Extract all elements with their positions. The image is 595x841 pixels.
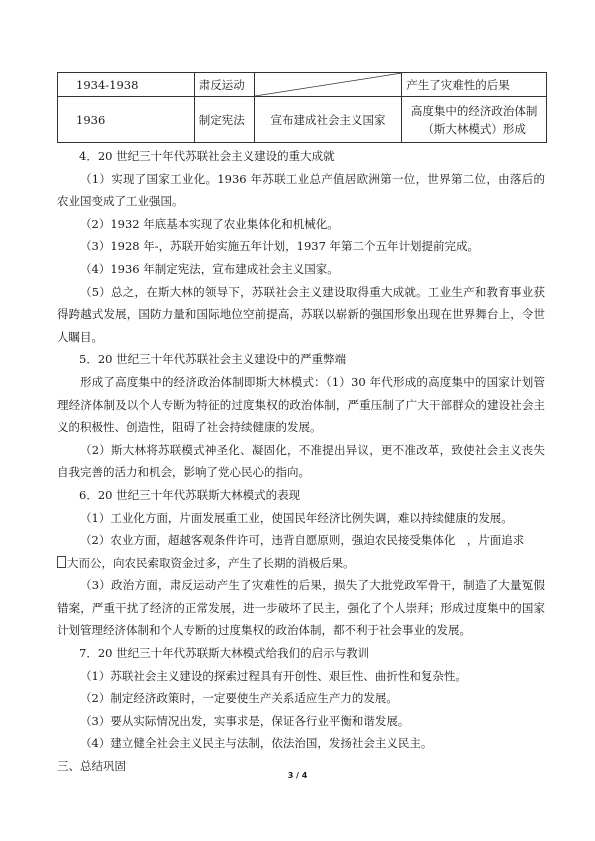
paragraph: （3）1928 年-，苏联开始实施五年计划，1937 年第二个五年计划提前完成。	[80, 239, 480, 254]
table-cell-event: 制定宪法	[194, 97, 254, 143]
table-row	[58, 73, 547, 97]
table-cell-diagonal	[254, 73, 402, 97]
section-heading: 6．20 世纪三十年代苏联斯大林模式的表现	[79, 487, 301, 502]
paragraph: （5）总之，在斯大林的领导下，苏联社会主义建设取得重大成就。工业生产和教育事业获得跨越式发展，国防力量和国际地位空前提高，苏联以崭新的强国形象出现在世界舞台上，令世人瞩目。	[57, 284, 545, 344]
table-cell-result: 产生了灾难性的后果	[402, 73, 547, 97]
table-row	[58, 97, 547, 143]
result-line-2: （斯大林模式）形成	[422, 121, 526, 136]
paragraph: （3）政治方面，肃反运动产生了灾难性的后果，损失了大批党政军骨干，制造了大量冤假错案，严重干扰了经济的正常发展，进一步破坏了民主，强化了个人崇拜；形成过度集中的国家计划管理经济体制和个人专断的过度集权的政治体制，都不利于社会事业的发展。	[57, 578, 545, 638]
table-cell-event: 肃反运动	[194, 73, 254, 97]
missing-glyph-box	[57, 556, 66, 568]
history-table	[57, 72, 547, 143]
section-heading: 7．20 世纪三十年代苏联斯大林模式给我们的启示与教训	[79, 646, 370, 661]
document-body	[57, 145, 545, 778]
paragraph: （1）工业化方面，片面发展重工业，使国民年经济比例失调，难以持续健康的发展。	[80, 510, 513, 525]
paragraph: （2）制定经济政策时，一定要使生产关系适应生产力的发展。	[80, 691, 398, 706]
section-heading: 5．20 世纪三十年代苏联社会主义建设中的严重弊端	[79, 352, 347, 367]
paragraph-continuation	[57, 552, 545, 575]
page-number: 3 / 4	[287, 771, 308, 780]
paragraph: （2）1932 年底基本实现了农业集体化和机械化。	[80, 216, 339, 231]
paragraph: （4）1936 年制定宪法，宣布建成社会主义国家。	[80, 261, 339, 276]
paragraph: （2）农业方面，超越客观条件许可，违背自愿原则，强迫农民接受集体化 ，片面追求	[80, 533, 525, 548]
diagonal-line	[255, 73, 402, 96]
table-cell-year: 1936	[58, 97, 195, 143]
result-line-1: 高度集中的经济政治体制	[410, 103, 538, 118]
table-cell-year: 1934-1938	[58, 73, 195, 97]
table-cell-content: 宣布建成社会主义国家	[254, 97, 402, 143]
paragraph: （3）要从实际情况出发，实事求是，保证各行业平衡和谐发展。	[80, 713, 410, 728]
table-cell-result	[402, 97, 547, 143]
closing-heading: 三、总结巩固	[57, 759, 126, 774]
paragraph: （1）实现了国家工业化。1936 年苏联工业总产值居欧洲第一位，世界第二位，由落后的农业国变成了工业强国。	[57, 171, 545, 209]
paragraph-text: 大而公，向农民索取资金过多，产生了长期的消极后果。	[67, 555, 355, 570]
section-heading: 4．20 世纪三十年代苏联社会主义建设的重大成就	[79, 149, 335, 163]
paragraph: （1）苏联社会主义建设的探索过程具有开创性、艰巨性、曲折性和复杂性。	[80, 668, 467, 683]
paragraph: （2）斯大林将苏联模式神圣化、凝固化，不准提出异议，更不准改革，致使社会主义丧失自我完善的活力和机会，影响了党心民心的指向。	[57, 442, 545, 480]
paragraph: （4）建立健全社会主义民主与法制，依法治国，发扬社会主义民主。	[80, 736, 433, 751]
paragraph: 形成了高度集中的经济政治体制即斯大林模式：（1）30 年代形成的高度集中的国家计划管理经济体制及以个人专断为特征的过度集权的政治体制，严重压制了广大干部群众的建设社会主义的积极性、创造性，阻碍了社会持续健康的发展。	[57, 374, 545, 435]
